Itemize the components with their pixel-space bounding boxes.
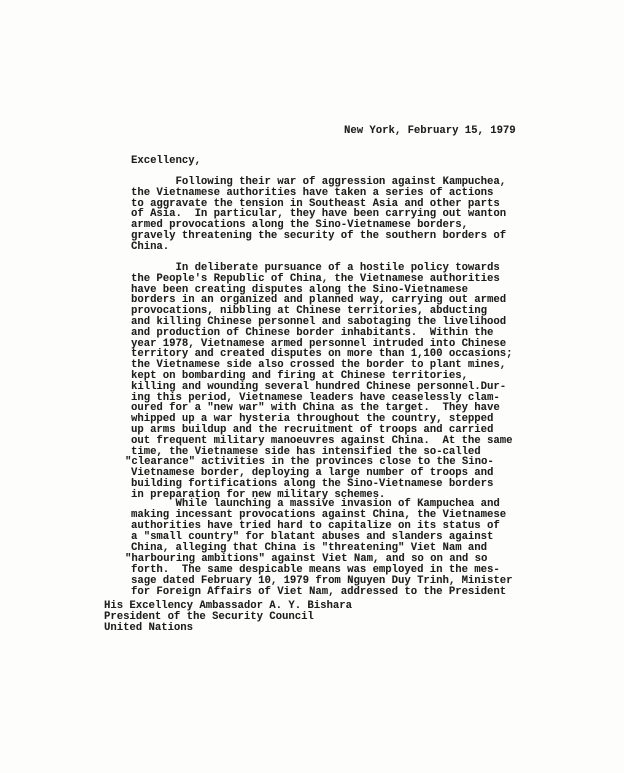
salutation: Excellency, [131, 155, 201, 167]
letter-line: the Vietnamese side also crossed the border to plant mines, [131, 359, 507, 372]
letter-line: kept on bombarding and firing at Chinese territories, [131, 369, 468, 382]
letter-line: and production of Chinese border inhabitants. Within the [131, 326, 494, 339]
letter-line: ing this period, Vietnamese leaders have ceaselessly clam- [131, 391, 500, 404]
letter-line: territory and created disputes on more than 1,100 occasions; [131, 348, 513, 361]
letter-line: up arms buildup and the recruitment of troops and carried [131, 423, 494, 436]
paragraph-2 [125, 262, 513, 501]
letter-line: In deliberate pursuance of a hostile policy towards [131, 262, 500, 274]
letter-line: to aggravate the tension in Southeast Asia and other parts [131, 197, 500, 210]
letter-line: forth. The same despicable means was employed in the mes- [131, 564, 500, 576]
letter-line: year 1978, Vietnamese armed personnel intruded into Chinese [131, 337, 507, 350]
letter-line: gravely threatening the security of the southern borders of [131, 229, 507, 242]
letter-line: United Nations [104, 622, 194, 634]
addressee-block [104, 601, 352, 634]
letter-line: in preparation for new military schemes. [131, 488, 386, 501]
letter-line: armed provocations along the Sino-Vietnamese borders, [131, 219, 468, 232]
letter-line: authorities have tried hard to capitalize on its status of [131, 520, 500, 532]
letter-line: provocations, nibbling at Chinese territories, abducting [131, 305, 488, 318]
letter-line: President of the Security Council [104, 611, 314, 623]
letter-line: While launching a massive invasion of Kampuchea and [131, 498, 500, 510]
letter-line: the Vietnamese authorities have taken a series of actions [131, 186, 494, 199]
letter-line: time, the Vietnamese side has intensified the so-called [131, 445, 481, 458]
letter-line: China, alleging that China is "threatening" Viet Nam and [131, 542, 488, 554]
letter-line: sage dated February 10, 1979 from Nguyen Duy Trinh, Minister [131, 575, 513, 587]
letter-line: have been creating disputes along the Sino-Vietnamese [131, 283, 468, 296]
paragraph-1 [131, 177, 506, 253]
letter-line: oured for a "new war" with China as the target. They have [131, 402, 500, 415]
letter-line: "harbouring ambitions" against Viet Nam, and so on and so [125, 553, 488, 565]
letter-line: Following their war of aggression against Kampuchea, [131, 176, 507, 188]
paragraph-3 [125, 498, 513, 598]
letter-line: the People's Republic of China, the Vietnamese authorities [131, 272, 500, 285]
letter-line: a "small country" for blatant abuses and slanders against [131, 531, 494, 543]
letter-line: and killing Chinese personnel and sabotaging the livelihood [131, 315, 507, 328]
dateline: New York, February 15, 1979 [344, 125, 516, 137]
letter-line: whipped up a war hysteria throughout the country, stepped [131, 413, 494, 426]
letter-line: "clearance" activities in the provinces close to the Sino- [125, 456, 494, 469]
letter-line: killing and wounding several hundred Chinese personnel.Dur- [131, 380, 507, 393]
letter-line: China. [131, 240, 170, 253]
letter-line: borders in an organized and planned way, carrying out armed [131, 294, 507, 307]
letter-line: building fortifications along the Sino-Vietnamese borders [131, 477, 494, 490]
letter-line: making incessant provocations against China, the Vietnamese [131, 509, 507, 521]
letter-line: out frequent military manoeuvres against China. At the same [131, 434, 513, 447]
letter-line: His Excellency Ambassador A. Y. Bishara [104, 600, 352, 612]
letter-line: for Foreign Affairs of Viet Nam, addressed to the President [131, 586, 507, 598]
letter-line: Vietnamese border, deploying a large number of troops and [131, 467, 494, 480]
letter-line: of Asia. In particular, they have been carrying out wanton [131, 208, 507, 221]
